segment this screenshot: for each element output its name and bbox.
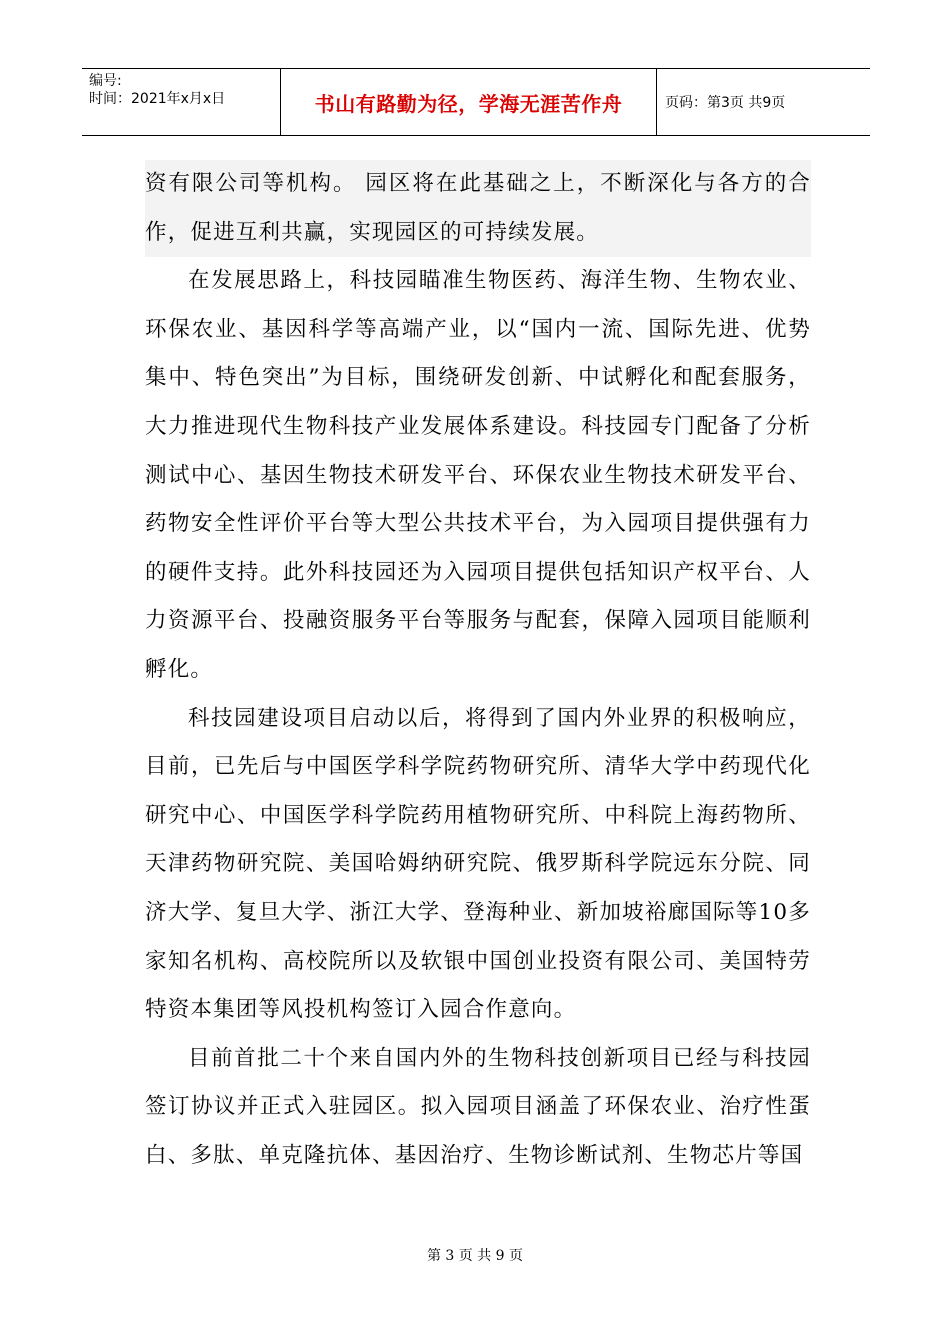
paragraph-continued: 资有限公司等机构。 园区将在此基础之上，不断深化与各方的合作，促进互利共赢，实现园区的可持续发展。 (145, 160, 811, 257)
paragraph-development-approach: 在发展思路上，科技园瞄准生物医药、海洋生物、生物农业、环保农业、基因科学等高端产业，以“国内一流、国际先进、优势集中、特色突出”为目标，围绕研发创新、中试孵化和配套服务，大力推进现代生物科技产业发展体系建设。科技园专门配备了分析测试中心、基因生物技术研发平台、环保农业生物技术研发平台、药物安全性评价平台等大型公共技术平台，为入园项目提供强有力的硬件支持。此外科技园还为入园项目提供包括知识产权平台、人力资源平台、投融资服务平台等服务与配套，保障入园项目能顺利孵化。 (145, 268, 811, 682)
serial-label: 编号: (89, 73, 122, 89)
date-label: 时间：2021年x月x日 (89, 91, 226, 107)
paragraph-first-projects: 目前首批二十个来自国内外的生物科技创新项目已经与科技园签订协议并正式入驻园区。拟入园项目涵盖了环保农业、治疗性蛋白、多肽、单克隆抗体、基因治疗、生物诊断试剂、生物芯片等国 (145, 1045, 811, 1168)
header-motto: 书山有路勤为径，学海无涯苦作舟 (281, 69, 657, 135)
page-footer: 第 3 页 共 9 页 (426, 1248, 524, 1264)
paragraph-partnerships: 科技园建设项目启动以后，将得到了国内外业界的积极响应，目前，已先后与中国医学科学院药物研究所、清华大学中药现代化研究中心、中国医学科学院药用植物研究所、中科院上海药物所、天津药物研究院、美国哈姆纳研究院、俄罗斯科学院远东分院、同济大学、复旦大学、浙江大学、登海种业、新加坡裕廊国际等10多家知名机构、高校院所以及软银中国创业投资有限公司、美国特劳特资本集团等风投机构签订入园合作意向。 (145, 705, 811, 1023)
document-body (145, 160, 811, 1180)
page-header (82, 68, 870, 136)
header-meta (82, 69, 281, 135)
header-page-label: 页码：第3页 共9页 (665, 95, 786, 111)
